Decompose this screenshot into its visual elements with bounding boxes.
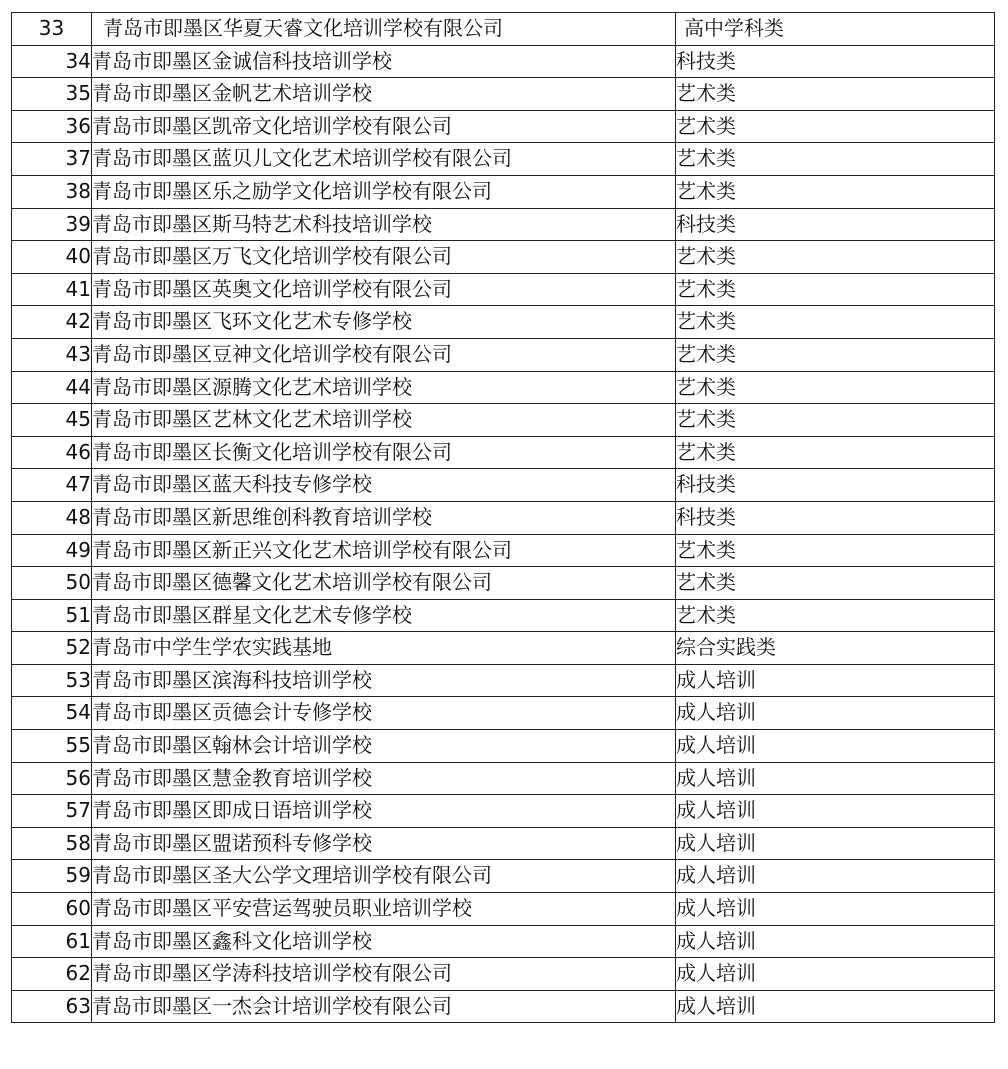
school-name-cell: 青岛市即墨区新思维创科教育培训学校	[92, 501, 676, 534]
category-cell: 艺术类	[676, 273, 995, 306]
table-row	[12, 306, 995, 339]
row-number-cell: 50	[12, 567, 92, 600]
category-cell: 成人培训	[676, 860, 995, 893]
category-cell: 艺术类	[676, 143, 995, 176]
category-cell: 科技类	[676, 469, 995, 502]
category-cell: 成人培训	[676, 893, 995, 926]
table-row	[12, 632, 995, 665]
category-cell: 艺术类	[676, 404, 995, 437]
table-row	[12, 338, 995, 371]
table-row	[12, 13, 995, 46]
school-name-cell: 青岛市即墨区德馨文化艺术培训学校有限公司	[92, 567, 676, 600]
row-number-cell: 58	[12, 827, 92, 860]
school-name-cell: 青岛市中学生学农实践基地	[92, 632, 676, 665]
school-name-cell: 青岛市即墨区英奥文化培训学校有限公司	[92, 273, 676, 306]
school-name-cell: 青岛市即墨区斯马特艺术科技培训学校	[92, 208, 676, 241]
table-row	[12, 697, 995, 730]
category-cell: 艺术类	[676, 534, 995, 567]
row-number-cell: 38	[12, 175, 92, 208]
row-number-cell: 33	[12, 13, 92, 46]
school-name-cell: 青岛市即墨区万飞文化培训学校有限公司	[92, 241, 676, 274]
table-body	[12, 13, 995, 1023]
table-row	[12, 404, 995, 437]
category-cell: 科技类	[676, 208, 995, 241]
school-name-cell: 青岛市即墨区豆神文化培训学校有限公司	[92, 338, 676, 371]
school-name-cell: 青岛市即墨区新正兴文化艺术培训学校有限公司	[92, 534, 676, 567]
row-number-cell: 37	[12, 143, 92, 176]
school-name-cell: 青岛市即墨区蓝天科技专修学校	[92, 469, 676, 502]
category-cell: 科技类	[676, 501, 995, 534]
category-cell: 艺术类	[676, 338, 995, 371]
category-cell: 成人培训	[676, 827, 995, 860]
category-cell: 综合实践类	[676, 632, 995, 665]
row-number-cell: 56	[12, 762, 92, 795]
row-number-cell: 51	[12, 599, 92, 632]
row-number-cell: 40	[12, 241, 92, 274]
category-cell: 艺术类	[676, 241, 995, 274]
table-row	[12, 78, 995, 111]
row-number-cell: 60	[12, 893, 92, 926]
category-cell: 高中学科类	[676, 13, 995, 46]
category-cell: 成人培训	[676, 664, 995, 697]
row-number-cell: 53	[12, 664, 92, 697]
table-row	[12, 501, 995, 534]
school-name-cell: 青岛市即墨区慧金教育培训学校	[92, 762, 676, 795]
school-name-cell: 青岛市即墨区盟诺预科专修学校	[92, 827, 676, 860]
category-cell: 成人培训	[676, 925, 995, 958]
school-name-cell: 青岛市即墨区金帆艺术培训学校	[92, 78, 676, 111]
school-name-cell: 青岛市即墨区滨海科技培训学校	[92, 664, 676, 697]
school-name-cell: 青岛市即墨区即成日语培训学校	[92, 795, 676, 828]
table-row	[12, 371, 995, 404]
category-cell: 艺术类	[676, 371, 995, 404]
table-row	[12, 45, 995, 78]
row-number-cell: 54	[12, 697, 92, 730]
category-cell: 成人培训	[676, 730, 995, 763]
row-number-cell: 47	[12, 469, 92, 502]
row-number-cell: 57	[12, 795, 92, 828]
table-row	[12, 599, 995, 632]
table-row	[12, 795, 995, 828]
row-number-cell: 49	[12, 534, 92, 567]
school-name-cell: 青岛市即墨区群星文化艺术专修学校	[92, 599, 676, 632]
row-number-cell: 45	[12, 404, 92, 437]
row-number-cell: 36	[12, 110, 92, 143]
row-number-cell: 55	[12, 730, 92, 763]
table-row	[12, 730, 995, 763]
table-row	[12, 143, 995, 176]
row-number-cell: 52	[12, 632, 92, 665]
school-name-cell: 青岛市即墨区金诚信科技培训学校	[92, 45, 676, 78]
school-name-cell: 青岛市即墨区艺林文化艺术培训学校	[92, 404, 676, 437]
category-cell: 成人培训	[676, 795, 995, 828]
school-name-cell: 青岛市即墨区乐之励学文化培训学校有限公司	[92, 175, 676, 208]
table-row	[12, 893, 995, 926]
school-name-cell: 青岛市即墨区翰林会计培训学校	[92, 730, 676, 763]
category-cell: 艺术类	[676, 306, 995, 339]
table-row	[12, 958, 995, 991]
school-list-table	[11, 12, 995, 1023]
row-number-cell: 41	[12, 273, 92, 306]
table-row	[12, 241, 995, 274]
school-name-cell: 青岛市即墨区凯帝文化培训学校有限公司	[92, 110, 676, 143]
school-name-cell: 青岛市即墨区飞环文化艺术专修学校	[92, 306, 676, 339]
table-row	[12, 990, 995, 1023]
row-number-cell: 62	[12, 958, 92, 991]
row-number-cell: 43	[12, 338, 92, 371]
table-row	[12, 175, 995, 208]
row-number-cell: 61	[12, 925, 92, 958]
category-cell: 艺术类	[676, 599, 995, 632]
school-name-cell: 青岛市即墨区华夏天睿文化培训学校有限公司	[92, 13, 676, 46]
table-row	[12, 664, 995, 697]
table-row	[12, 273, 995, 306]
school-name-cell: 青岛市即墨区学涛科技培训学校有限公司	[92, 958, 676, 991]
table-row	[12, 208, 995, 241]
school-name-cell: 青岛市即墨区蓝贝儿文化艺术培训学校有限公司	[92, 143, 676, 176]
school-name-cell: 青岛市即墨区圣大公学文理培训学校有限公司	[92, 860, 676, 893]
category-cell: 成人培训	[676, 958, 995, 991]
table-row	[12, 567, 995, 600]
category-cell: 科技类	[676, 45, 995, 78]
school-name-cell: 青岛市即墨区一杰会计培训学校有限公司	[92, 990, 676, 1023]
row-number-cell: 63	[12, 990, 92, 1023]
category-cell: 艺术类	[676, 436, 995, 469]
table-row	[12, 827, 995, 860]
table-row	[12, 762, 995, 795]
school-name-cell: 青岛市即墨区贡德会计专修学校	[92, 697, 676, 730]
category-cell: 成人培训	[676, 762, 995, 795]
row-number-cell: 48	[12, 501, 92, 534]
category-cell: 成人培训	[676, 697, 995, 730]
row-number-cell: 44	[12, 371, 92, 404]
table-row	[12, 534, 995, 567]
table-row	[12, 110, 995, 143]
category-cell: 成人培训	[676, 990, 995, 1023]
row-number-cell: 46	[12, 436, 92, 469]
row-number-cell: 34	[12, 45, 92, 78]
category-cell: 艺术类	[676, 78, 995, 111]
row-number-cell: 39	[12, 208, 92, 241]
row-number-cell: 59	[12, 860, 92, 893]
school-name-cell: 青岛市即墨区平安营运驾驶员职业培训学校	[92, 893, 676, 926]
table-row	[12, 860, 995, 893]
school-name-cell: 青岛市即墨区长衡文化培训学校有限公司	[92, 436, 676, 469]
school-name-cell: 青岛市即墨区源腾文化艺术培训学校	[92, 371, 676, 404]
category-cell: 艺术类	[676, 175, 995, 208]
category-cell: 艺术类	[676, 567, 995, 600]
table-row	[12, 436, 995, 469]
row-number-cell: 35	[12, 78, 92, 111]
table-row	[12, 469, 995, 502]
row-number-cell: 42	[12, 306, 92, 339]
category-cell: 艺术类	[676, 110, 995, 143]
table-row	[12, 925, 995, 958]
school-name-cell: 青岛市即墨区鑫科文化培训学校	[92, 925, 676, 958]
